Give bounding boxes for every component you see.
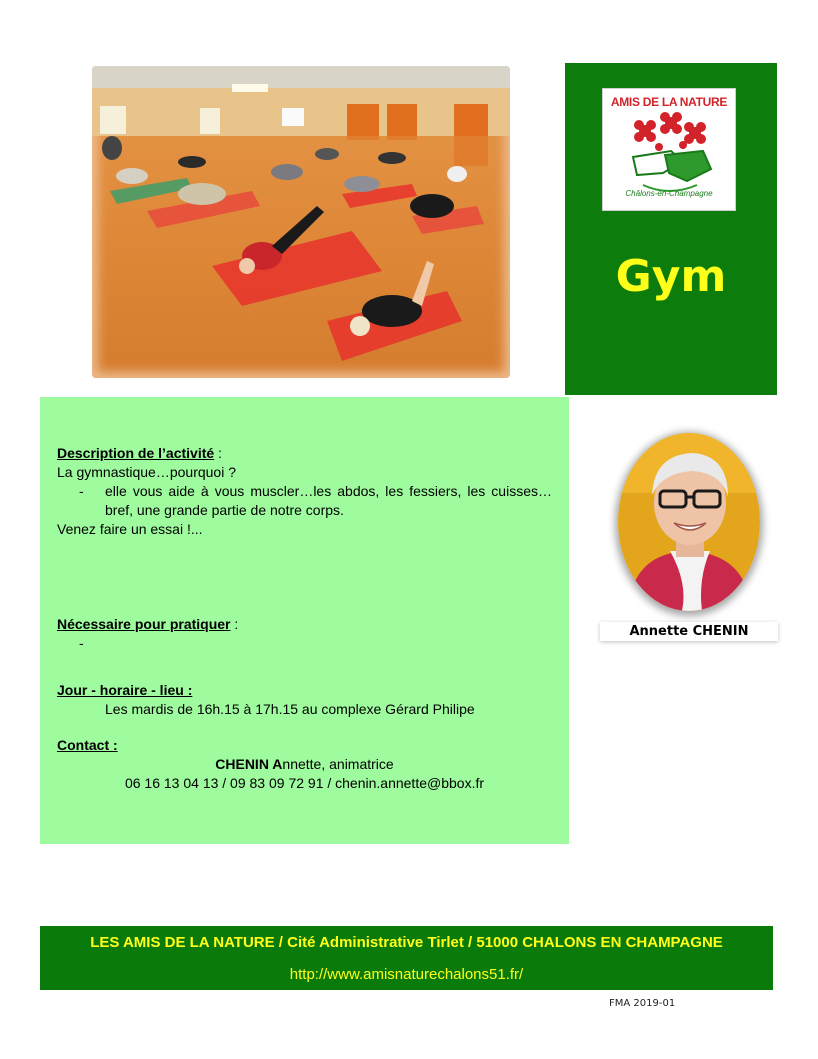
- spacer: [57, 719, 552, 736]
- footer-bar: [40, 926, 773, 990]
- necessaire-heading-label: Nécessaire pour pratiquer: [57, 616, 231, 632]
- gym-class-photo: [92, 66, 510, 378]
- spacer: [57, 539, 552, 615]
- bullet-text: elle vous aide à vous muscler…les abdos, les fessiers, les cuisses…bref, une grande partie de notre corps.: [105, 483, 552, 518]
- schedule-heading: Jour - horaire - lieu :: [57, 682, 193, 698]
- gym-class-illustration: [92, 66, 510, 378]
- activity-info-panel: [40, 397, 569, 844]
- footer-website-link[interactable]: http://www.amisnaturechalons51.fr/: [289, 966, 524, 983]
- activity-info-content: [57, 444, 552, 793]
- description-heading-label: Description de l’activité: [57, 445, 215, 461]
- page-title: Gym: [615, 251, 727, 302]
- schedule-text: Les mardis de 16h.15 à 17h.15 au complexe Gérard Philipe: [105, 701, 475, 717]
- description-heading: [57, 444, 552, 463]
- contact-heading: Contact :: [57, 737, 118, 753]
- instructor-avatar: [618, 433, 760, 611]
- footer-address: LES AMIS DE LA NATURE / Cité Administrative Tirlet / 51000 CHALONS EN CHAMPAGNE: [90, 934, 723, 951]
- necessaire-heading-suffix: :: [230, 616, 239, 632]
- necessaire-item: -: [79, 635, 84, 651]
- necessaire-heading: [57, 615, 552, 634]
- instructor-caption: Annette CHENIN: [600, 622, 778, 641]
- contact-name-rest: nnette, animatrice: [282, 756, 394, 772]
- description-heading-suffix: :: [214, 445, 222, 461]
- description-bullet: [79, 482, 552, 520]
- contact-name-bold: CHENIN A: [215, 756, 283, 772]
- amis-de-la-nature-logo: [602, 88, 736, 211]
- title-banner: [565, 63, 777, 395]
- instructor-portrait: [618, 433, 760, 611]
- bullet-dash: -: [79, 483, 84, 499]
- spacer: [57, 653, 552, 681]
- description-closing: Venez faire un essai !...: [57, 521, 203, 537]
- document-reference: FMA 2019-01: [609, 998, 676, 1009]
- logo-subtitle: Châlons-en-Champagne: [625, 189, 713, 198]
- contact-name: [57, 755, 552, 774]
- contact-details: 06 16 13 04 13 / 09 83 09 72 91 / chenin.annette@bbox.fr: [124, 775, 485, 791]
- logo-title: AMIS DE LA NATURE: [610, 95, 728, 109]
- description-intro: La gymnastique…pourquoi ?: [57, 464, 237, 480]
